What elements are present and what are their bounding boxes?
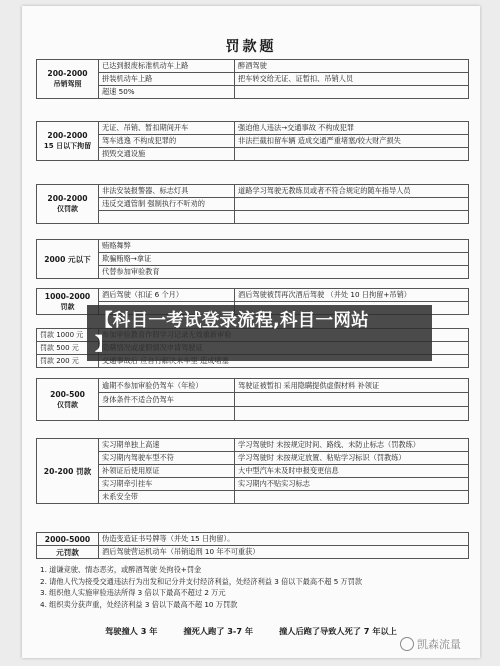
penalty-cell: [37, 60, 99, 99]
table-cell: 酒后驾驶（扣证 6 个月）: [99, 289, 235, 302]
table-cell: 逾期不参加审验仍驾车（年检）: [99, 379, 235, 393]
banner-line: 【科目一考试登录流程,科目一网站: [95, 311, 369, 331]
table-cell: [235, 407, 469, 421]
note-line: 1. 道谦竞驶、情态恶劣，或醉酒驾驶 处拘役+罚金: [40, 565, 202, 574]
penalty-type: 罚款: [60, 302, 75, 311]
footer-item: 撞人后跑了导致人死了 7 年以上: [279, 626, 397, 636]
table-row: [37, 253, 469, 266]
table-row: [37, 86, 469, 99]
table-cell: 罚款 500 元: [37, 342, 99, 355]
penalty-table: [36, 121, 469, 161]
table-cell: 非法拦截扣留车辆 造成交通严重堵塞/较大财产损失: [235, 135, 469, 148]
table-cell: 实习期内不贴实习标志: [235, 478, 469, 491]
table-cell: 实习期内驾驶车型不符: [99, 452, 235, 465]
table-cell: 罚款 200 元: [37, 355, 99, 368]
table-cell: 酒后驾驶营运机动车（吊销追刑 10 年不可重获）: [99, 546, 469, 559]
table-cell: 拼装机动车上路: [99, 73, 235, 86]
penalty-table: [36, 438, 469, 504]
table-cell: [235, 148, 469, 161]
table-cell: 驾车逃逸 不构成犯罪的: [99, 135, 235, 148]
page-title: 罚款题: [225, 39, 277, 55]
table-row: [37, 148, 469, 161]
overlay-banner[interactable]: [87, 305, 432, 361]
table-cell: 超速 50%: [99, 86, 235, 99]
table-row: [37, 122, 469, 135]
table-row: [37, 73, 469, 86]
table-cell: 伪造变造证书号牌等（并处 15 日拘留）。: [99, 533, 469, 546]
footer-item: 撞死人跑了 3-7 年: [183, 626, 254, 636]
penalty-type: 仅罚款: [57, 400, 78, 409]
table-cell: 强迫他人违法→交通事故 不构成犯罪: [235, 122, 469, 135]
table-row: [37, 439, 469, 452]
table-cell: 损毁交通设施: [99, 148, 235, 161]
table-cell: 代替参加审验教育: [99, 266, 469, 279]
banner-line: 】: [95, 335, 113, 355]
table-row: [37, 465, 469, 478]
table-cell: 欺骗贿赂→拿证: [99, 253, 469, 266]
penalty-table: [36, 59, 469, 99]
table-row: [37, 198, 469, 211]
penalty-cell: [37, 439, 99, 504]
notes: [40, 564, 470, 610]
table-cell: 违反交通管制 强制执行不听劝的: [99, 198, 235, 211]
penalty-table: [36, 239, 469, 279]
table-cell: 未系安全带: [99, 491, 235, 504]
table-row: [37, 185, 469, 198]
table-cell: 补领证后使用原证: [99, 465, 235, 478]
penalty-cell: [37, 379, 99, 421]
penalty-amount: 200-2000: [47, 69, 88, 78]
footer-item: 驾驶撞人 3 年: [105, 626, 158, 636]
table-cell: 2000-5000: [37, 533, 99, 546]
penalty-type: 吊销驾照: [53, 80, 82, 88]
table-row: [37, 289, 469, 302]
note-line: 3. 组织他人实施审验违法所得 3 倍以下最高不超过 2 万元: [40, 588, 226, 597]
table-cell: 贿赂舞弊: [99, 240, 469, 253]
table-cell: [99, 211, 235, 224]
table-cell: 学习驾驶时 未按规定放置、粘贴学习标识（罚教练）: [235, 452, 469, 465]
table-cell: 无证、吊销、暂扣期间开车: [99, 122, 235, 135]
table-cell: [235, 491, 469, 504]
table-cell: 实习期单独上高速: [99, 439, 235, 452]
penalty-type: 15 日以下拘留: [43, 142, 92, 150]
penalty-cell: [37, 185, 99, 224]
table-row: [37, 407, 469, 421]
penalty-type: 仅罚款: [57, 205, 78, 213]
penalty-amount: 1000-2000: [44, 291, 91, 301]
penalty-table: [36, 184, 469, 224]
table-row: [37, 379, 469, 393]
table-cell: [235, 211, 469, 224]
table-row: [37, 452, 469, 465]
table-cell: 大中型汽车未及时申报变更信息: [235, 465, 469, 478]
penalty-table: [36, 532, 469, 559]
watermark: [400, 636, 461, 652]
table-cell: 道路学习驾驶无教练员或者不符合规定的随车指导人员: [235, 185, 469, 198]
penalty-amount: 20-200 罚款: [43, 466, 92, 476]
table-cell: 元罚款: [37, 546, 99, 559]
watermark-logo-icon: [400, 637, 414, 651]
table-cell: [235, 198, 469, 211]
table-row: [37, 546, 469, 559]
table-cell: 把车转交给无证、证暂扣、吊销人员: [235, 73, 469, 86]
penalty-table: [36, 378, 469, 421]
table-row: [37, 211, 469, 224]
table-cell: [235, 86, 469, 99]
table-row: [37, 240, 469, 253]
table-cell: 酒后驾驶被罚再次酒后驾驶 （并处 10 日拘留+吊销）: [235, 289, 469, 302]
penalty-amount: 200-2000: [47, 194, 88, 203]
table-row: [37, 491, 469, 504]
penalty-cell: [37, 240, 99, 279]
table-cell: 已达到报废标准机动车上路: [99, 60, 235, 73]
penalty-amount: 200-2000: [47, 131, 88, 140]
table-row: [37, 478, 469, 491]
table-cell: 实习期牵引挂车: [99, 478, 235, 491]
table-row: [37, 60, 469, 73]
note-line: 4. 组织卖分获声重，处经济利益 3 倍以下最高不超 10 万罚款: [40, 599, 238, 609]
table-cell: 驾驶证被暂扣 采用隐瞒提供虚假材料 补领证: [235, 379, 469, 393]
table-cell: 醉酒驾驶: [235, 60, 469, 73]
table-cell: [235, 393, 469, 407]
table-row: [37, 135, 469, 148]
table-cell: 非法安装报警器、标志灯具: [99, 185, 235, 198]
watermark-text: 凯森流量: [417, 638, 461, 651]
table-cell: 学习驾驶时 未按规定时间、路线、未防止标志（罚教练）: [235, 439, 469, 452]
table-cell: 罚款 1000 元: [37, 329, 99, 342]
table-cell: 身体条件不适合仍驾车: [99, 393, 235, 407]
table-row: [37, 533, 469, 546]
penalty-amount: 2000 元以下: [44, 254, 91, 264]
table-row: [37, 393, 469, 407]
penalty-cell: [37, 122, 99, 161]
penalty-amount: 200-500: [50, 389, 85, 399]
table-row: [37, 266, 469, 279]
table-cell: [99, 407, 235, 421]
note-line: 2. 请他人代为接受交通违法行为出发和记分并支付经济利益，处经济利益 3 倍以下最高不超 5 万罚款: [40, 576, 363, 586]
